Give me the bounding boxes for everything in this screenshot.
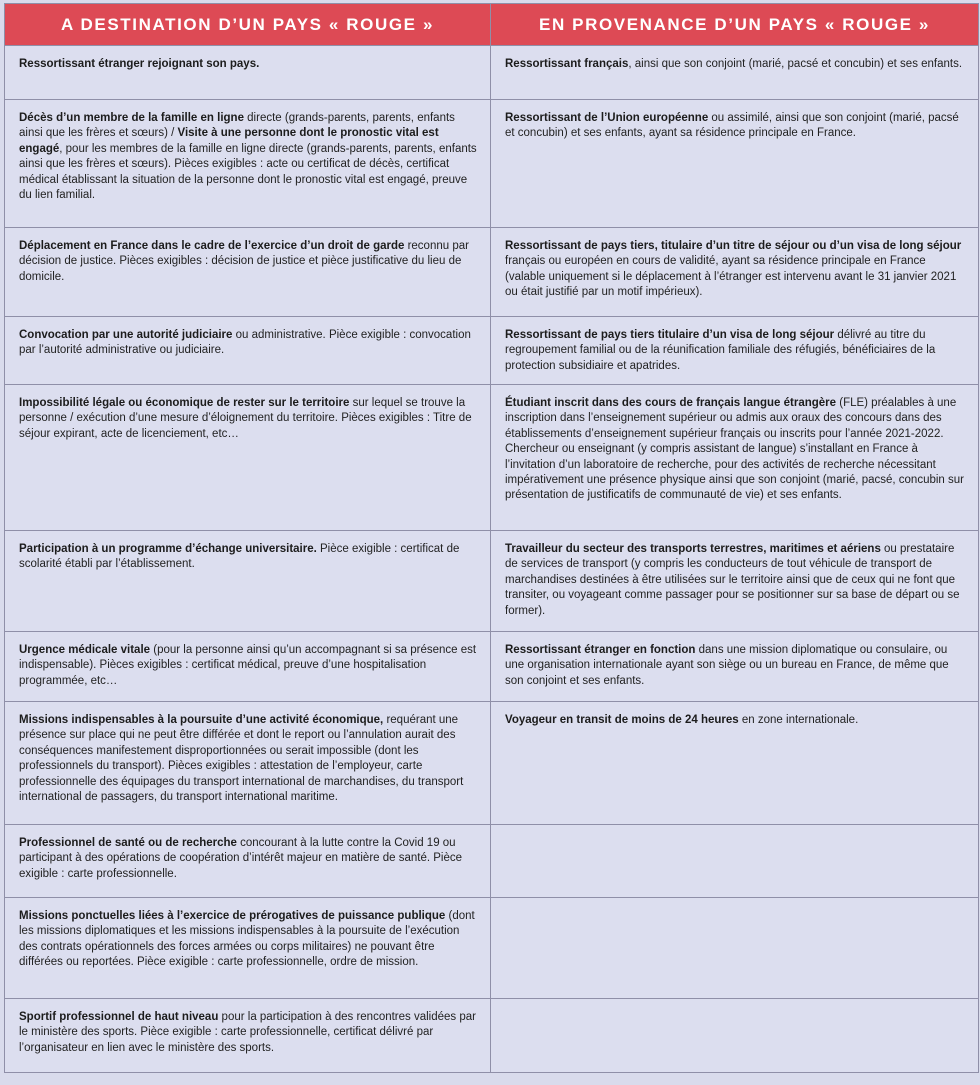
cell-destination <box>5 825 491 898</box>
cell-bold-text: Missions ponctuelles liées à l’exercice de prérogatives de puissance publique <box>19 910 446 922</box>
cell-destination <box>5 317 491 385</box>
table-row <box>5 317 979 385</box>
cell-destination <box>5 46 491 100</box>
cell-text: (dont les missions diplomatiques et les missions indispensables à la poursuite de l’exécution des contrats opérationnels des forces armées ou corps militaires) ne pouvant être différées ou reportées. Pièce exigible : carte professionnelle, ordre de mission. <box>19 910 475 969</box>
cell-destination <box>5 999 491 1073</box>
table-row <box>5 825 979 898</box>
cell-origin <box>491 531 979 632</box>
cell-text: (FLE) préalables à une inscription dans l’enseignement supérieur ou admis aux oraux des concours dans des établissements d’enseignement supérieur français ou inscrits pour l’année 2021-2022. Chercheur ou enseignant (y compris assistant de langue) s’installant en France à l’invitation d’un laboratoire de recherche, pour des activités de recherche nécessitant impérativement une présence physique ainsi que son conjoint (marié, pacsé, concubin sur présentation de justificatifs de communauté de vie) et ses enfants. <box>505 397 964 502</box>
cell-origin <box>491 825 979 898</box>
cell-bold-text: Visite à une personne dont le pronostic vital est engagé <box>19 127 439 155</box>
table-row <box>5 632 979 702</box>
cell-text: pour la participation à des rencontres validées par le ministère des sports. Pièce exigible : carte professionnelle, certificat délivré par l’organisateur en lien avec le ministère des sports. <box>19 1011 476 1054</box>
cell-origin <box>491 385 979 531</box>
table-row <box>5 531 979 632</box>
cell-text: Pièce exigible : certificat de scolarité établi par l’établissement. <box>19 543 460 571</box>
cell-bold-text: Travailleur du secteur des transports terrestres, maritimes et aériens <box>505 543 881 555</box>
cell-origin <box>491 632 979 702</box>
cell-text: ou administrative. Pièce exigible : convocation par l’autorité administrative ou judiciaire. <box>19 329 471 357</box>
cell-origin <box>491 46 979 100</box>
cell-text: en zone internationale. <box>738 714 859 726</box>
cell-text: concourant à la lutte contre la Covid 19 ou participant à des opérations de coopération d’intérêt majeur en matière de santé. Pièce exigible : carte professionnelle. <box>19 837 463 880</box>
cell-destination <box>5 228 491 317</box>
cell-bold-text: Missions indispensables à la poursuite d’une activité économique, <box>19 714 384 726</box>
cell-bold-text: Décès d’un membre de la famille en ligne <box>19 112 244 124</box>
cell-bold-text: Ressortissant de pays tiers titulaire d’un visa de long séjour <box>505 329 835 341</box>
cell-text: dans une mission diplomatique ou consulaire, ou une organisation internationale ayant son siège ou un bureau en France, de même que son conjoint et ses enfants. <box>505 644 949 687</box>
cell-text: sur lequel se trouve la personne / exécution d’une mesure d’éloignement du territoire. Pièces exigibles : Titre de séjour expirant, acte de licenciement, etc… <box>19 397 472 440</box>
cell-origin <box>491 228 979 317</box>
cell-bold-text: Voyageur en transit de moins de 24 heures <box>505 714 739 726</box>
cell-text: , pour les membres de la famille en ligne directe (grands-parents, parents, enfants ainsi que les frères et sœurs). Pièces exigibles : acte ou certificat de décès, certificat médical établissant la situation de la personne dont le pronostic vital est engagé, preuve du lien familial. <box>19 142 477 202</box>
table-row <box>5 385 979 531</box>
cell-text: ou assimilé, ainsi que son conjoint (marié, pacsé et concubin) et ses enfants, ayant sa résidence principale en France. <box>505 112 959 140</box>
table-row <box>5 702 979 825</box>
cell-bold-text: Ressortissant de pays tiers, titulaire d’un titre de séjour ou d’un visa de long séjour <box>505 240 962 252</box>
cell-destination <box>5 898 491 999</box>
cell-text: (pour la personne ainsi qu’un accompagnant si sa présence est indispensable). Pièces exigibles : certificat médical, preuve d’une hospitalisation programmée, etc… <box>19 644 477 687</box>
cell-bold-text: Convocation par une autorité judiciaire <box>19 329 233 341</box>
cell-bold-text: Professionnel de santé ou de recherche <box>19 837 237 849</box>
cell-text: directe (grands-parents, parents, enfants ainsi que les frères et sœurs) / <box>19 112 455 140</box>
cell-bold-text: Ressortissant français <box>505 58 629 70</box>
cell-bold-text: Ressortissant étranger en fonction <box>505 644 696 656</box>
header-row <box>5 4 979 46</box>
header-origin-red-country: EN PROVENANCE D’UN PAYS « ROUGE » <box>491 4 979 46</box>
cell-bold-text: Déplacement en France dans le cadre de l’exercice d’un droit de garde <box>19 240 405 252</box>
cell-text: requérant une présence sur place qui ne peut être différée et dont le report ou l’annulation aurait des conséquences manifestement disproportionnées ou serait impossible (dont les professionnels du transport). Pièces exigibles : attestation de l’employeur, carte professionnelle des équipages du transport international de marchandises, du transport international de passagers, du transport international maritime. <box>19 714 464 804</box>
cell-destination <box>5 531 491 632</box>
cell-bold-text: Impossibilité légale ou économique de rester sur le territoire <box>19 397 350 409</box>
header-destination-red-country: A DESTINATION D’UN PAYS « ROUGE » <box>5 4 491 46</box>
cell-destination <box>5 632 491 702</box>
cell-bold-text: Ressortissant étranger rejoignant son pays. <box>19 58 260 70</box>
cell-origin <box>491 702 979 825</box>
cell-destination <box>5 702 491 825</box>
table-row <box>5 46 979 100</box>
table-row <box>5 100 979 228</box>
cell-destination <box>5 100 491 228</box>
cell-text: ou prestataire de services de transport (y compris les conducteurs de tout véhicule de transport de marchandises destinées à être utilisées sur le territoire ainsi que de ceux qui ne font que transiter, ou voyageant comme passager pour se positionner sur sa base de départ ou se former). <box>505 543 960 617</box>
table-row <box>5 228 979 317</box>
cell-bold-text: Sportif professionnel de haut niveau <box>19 1011 219 1023</box>
cell-destination <box>5 385 491 531</box>
cell-text: français ou européen en cours de validité, ayant sa résidence principale en France (valable uniquement si le déplacement à l’étranger est intervenu avant le 31 janvier 2021 ou était justifié par un motif impérieux). <box>505 255 957 299</box>
cell-origin <box>491 999 979 1073</box>
cell-origin <box>491 100 979 228</box>
cell-bold-text: Urgence médicale vitale <box>19 644 151 656</box>
cell-text: reconnu par décision de justice. Pièces exigibles : décision de justice et pièce justificative du lieu de domicile. <box>19 240 469 283</box>
cell-bold-text: Ressortissant de l’Union européenne <box>505 112 709 124</box>
cell-text: , ainsi que son conjoint (marié, pacsé et concubin) et ses enfants. <box>628 58 963 70</box>
travel-reasons-table <box>4 3 979 1073</box>
table-row <box>5 898 979 999</box>
cell-bold-text: Étudiant inscrit dans des cours de français langue étrangère <box>505 397 837 409</box>
cell-origin <box>491 317 979 385</box>
cell-bold-text: Participation à un programme d’échange universitaire. <box>19 543 317 555</box>
table-row <box>5 999 979 1073</box>
table-body <box>5 46 979 1073</box>
cell-text: délivré au titre du regroupement familial ou de la réunification familiale des réfugiés, bénéficiaires de la protection subsidiaire et apatrides. <box>505 329 936 372</box>
cell-origin <box>491 898 979 999</box>
